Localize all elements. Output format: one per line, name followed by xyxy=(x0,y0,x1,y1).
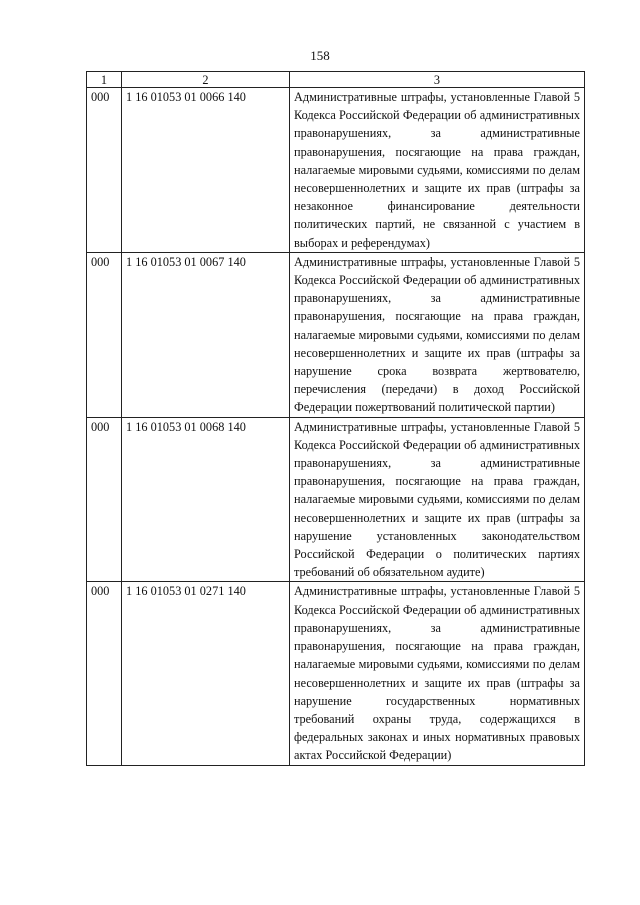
admin-code-cell: 000 xyxy=(87,582,122,765)
income-description-cell: Административные штрафы, установленные Главой 5 Кодекса Российской Федерации об административных правонарушениях, за административные правонарушения, посягающие на права граждан, налагаемые мировыми судьями, комиссиями по делам несовершеннолетних и защите их прав (штрафы за нарушение срока возврата жертвователю, перечисления (передачи) в доход Российской Федерации пожертвований политической партии) xyxy=(290,252,585,417)
budget-classification-code-cell: 1 16 01053 01 0067 140 xyxy=(122,252,290,417)
table-row xyxy=(87,582,585,765)
income-description-cell: Административные штрафы, установленные Главой 5 Кодекса Российской Федерации об административных правонарушениях, за административные правонарушения, посягающие на права граждан, налагаемые мировыми судьями, комиссиями по делам несовершеннолетних и защите их прав (штрафы за нарушение государственных нормативных требований охраны труда, содержащихся в федеральных законах и иных нормативных правовых актах Российской Федерации) xyxy=(290,582,585,765)
column-header-2: 2 xyxy=(122,72,290,88)
column-header-1: 1 xyxy=(87,72,122,88)
page-number: 158 xyxy=(310,48,330,63)
table-row xyxy=(87,417,585,582)
column-header-3: 3 xyxy=(290,72,585,88)
table-row xyxy=(87,88,585,253)
budget-classification-code-cell: 1 16 01053 01 0271 140 xyxy=(122,582,290,765)
budget-codes-table xyxy=(86,71,585,766)
table-row xyxy=(87,252,585,417)
budget-classification-code-cell: 1 16 01053 01 0066 140 xyxy=(122,88,290,253)
admin-code-cell: 000 xyxy=(87,88,122,253)
table-header-row xyxy=(87,72,585,88)
admin-code-cell: 000 xyxy=(87,252,122,417)
income-description-cell: Административные штрафы, установленные Главой 5 Кодекса Российской Федерации об административных правонарушениях, за административные правонарушения, посягающие на права граждан, налагаемые мировыми судьями, комиссиями по делам несовершеннолетних и защите их прав (штрафы за нарушение установленных законодательством Российской Федерации о политических партиях требований об обязательном аудите) xyxy=(290,417,585,582)
income-description-cell: Административные штрафы, установленные Главой 5 Кодекса Российской Федерации об административных правонарушениях, за административные правонарушения, посягающие на права граждан, налагаемые мировыми судьями, комиссиями по делам несовершеннолетних и защите их прав (штрафы за незаконное финансирование деятельности политических партий, не связанной с участием в выборах и референдумах) xyxy=(290,88,585,253)
admin-code-cell: 000 xyxy=(87,417,122,582)
budget-classification-code-cell: 1 16 01053 01 0068 140 xyxy=(122,417,290,582)
